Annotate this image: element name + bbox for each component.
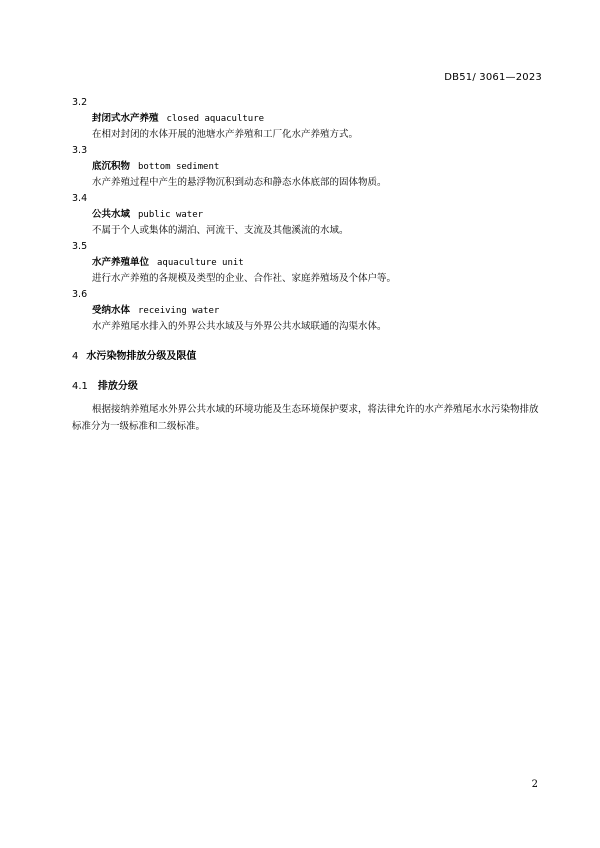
term-title-en: closed aquaculture (166, 114, 265, 124)
term-title (92, 303, 542, 319)
subsection-number: 4.1 (72, 381, 88, 392)
term-title-zh: 封闭式水产养殖 (92, 113, 159, 124)
term-entry (72, 95, 542, 143)
term-entry (72, 191, 542, 239)
subsection-heading (72, 379, 542, 395)
page-content (72, 95, 542, 435)
term-definition: 不属于个人或集体的湖泊、河流干、支流及其他溪流的水域。 (92, 225, 349, 236)
term-number: 3.3 (72, 145, 88, 156)
term-title-zh: 受纳水体 (92, 305, 131, 316)
term-title (92, 255, 542, 271)
term-number: 3.6 (72, 289, 88, 300)
term-definition: 在相对封闭的水体开展的池塘水产养殖和工厂化水产养殖方式。 (92, 129, 359, 140)
term-number: 3.2 (72, 97, 88, 108)
term-title-en: public water (138, 210, 204, 220)
term-title (92, 159, 542, 175)
term-title-zh: 底沉积物 (92, 161, 131, 172)
document-code: DB51/ 3061—2023 (444, 72, 542, 83)
page-number: 2 (531, 779, 538, 790)
term-number: 3.5 (72, 241, 88, 252)
term-title-zh: 公共水域 (92, 209, 131, 220)
term-number: 3.4 (72, 193, 88, 204)
term-definition: 进行水产养殖的各规模及类型的企业、合作社、家庭养殖场及个体户等。 (92, 273, 397, 284)
term-title (92, 207, 542, 223)
section-number: 4 (72, 351, 79, 362)
term-definition: 水产养殖过程中产生的悬浮物沉积到动态和静态水体底部的固体物质。 (92, 177, 387, 188)
subsection-title: 排放分级 (97, 381, 138, 392)
section-title: 水污染物排放分级及限值 (86, 351, 197, 362)
term-title-en: bottom sediment (138, 162, 220, 172)
term-title-zh: 水产养殖单位 (92, 257, 150, 268)
section-heading (72, 349, 542, 365)
term-entry (72, 239, 542, 287)
term-title (92, 111, 542, 127)
body-paragraph: 根据接纳养殖尾水外界公共水域的环境功能及生态环境保护要求，将法律允许的水产养殖尾水水污染物排放标准分为一级标准和二级标准。 (72, 404, 539, 432)
term-title-en: aquaculture unit (157, 258, 244, 268)
term-entry (72, 287, 542, 335)
term-definition: 水产养殖尾水排入的外界公共水域及与外界公共水域联通的沟渠水体。 (92, 321, 387, 332)
term-entry (72, 143, 542, 191)
term-title-en: receiving water (138, 306, 220, 316)
